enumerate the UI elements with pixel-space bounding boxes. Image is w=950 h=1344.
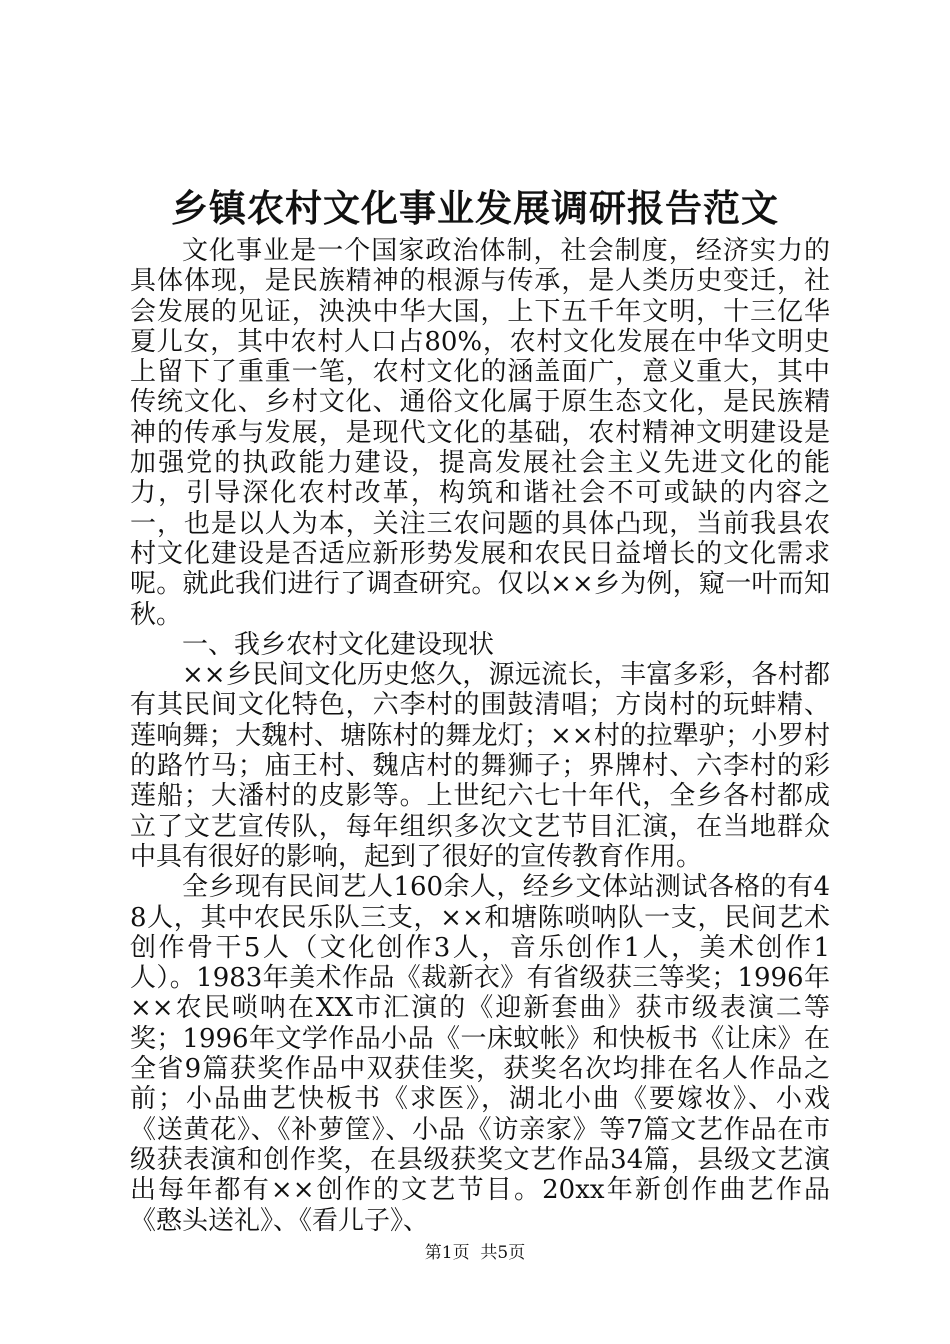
page-number-footer: 第1页 共5页 bbox=[424, 1243, 526, 1263]
document-body bbox=[130, 236, 830, 1236]
paragraph-artists: 全乡现有民间艺人160余人，经乡文体站测试各格的有48人，其中农民乐队三支，××和塘陈唢呐队一支，民间艺术创作骨干5人（文化创作3人，音乐创作1人，美术创作1人）。1983年美术作品《裁新衣》有省级获三等奖；1996年××农民唢呐在XX市汇演的《迎新套曲》获市级表演二等奖；1996年文学作品小品《一床蚊帐》和快板书《让床》在全省9篇获奖作品中双获佳奖，获奖名次均排在名人作品之前；小品曲艺快板书《求医》，湖北小曲《要嫁妆》、小戏《送黄花》、《补萝筐》、小品《访亲家》等7篇文艺作品在市级获表演和创作奖，在县级获奖文艺作品34篇，县级文艺演出每年都有××创作的文艺节目。20xx年新创作曲艺作品《憨头送礼》、《看儿子》、 bbox=[130, 872, 830, 1236]
section-heading-current-status: 一、我乡农村文化建设现状 bbox=[182, 629, 495, 660]
document-title: 乡镇农村文化事业发展调研报告范文 bbox=[171, 186, 779, 230]
paragraph-intro: 文化事业是一个国家政治体制，社会制度，经济实力的具体体现，是民族精神的根源与传承，是人类历史变迁，社会发展的见证，泱泱中华大国，上下五千年文明，十三亿华夏儿女，其中农村人口占80%，农村文化发展在中华文明史上留下了重重一笔，农村文化的涵盖面广，意义重大，其中传统文化、乡村文化、通俗文化属于原生态文化，是民族精神的传承与发展，是现代文化的基础，农村精神文明建设是加强党的执政能力建设，提高发展社会主义先进文化的能力，引导深化农村改革，构筑和谐社会不可或缺的内容之一，也是以人为本，关注三农问题的具体凸现，当前我县农村文化建设是否适应新形势发展和农民日益增长的文化需求呢。就此我们进行了调查研究。仅以××乡为例，窥一叶而知秋。 bbox=[130, 236, 830, 630]
paragraph-folk-culture: ××乡民间文化历史悠久，源远流长，丰富多彩，各村都有其民间文化特色，六李村的围鼓清唱；方岗村的玩蚌精、莲响舞；大魏村、塘陈村的舞龙灯；××村的拉犟驴；小罗村的路竹马；庙王村、魏店村的舞狮子；界牌村、六李村的彩莲船；大潘村的皮影等。上世纪六七十年代，全乡各村都成立了文艺宣传队，每年组织多次文艺节目汇演，在当地群众中具有很好的影响，起到了很好的宣传教育作用。 bbox=[130, 660, 830, 872]
